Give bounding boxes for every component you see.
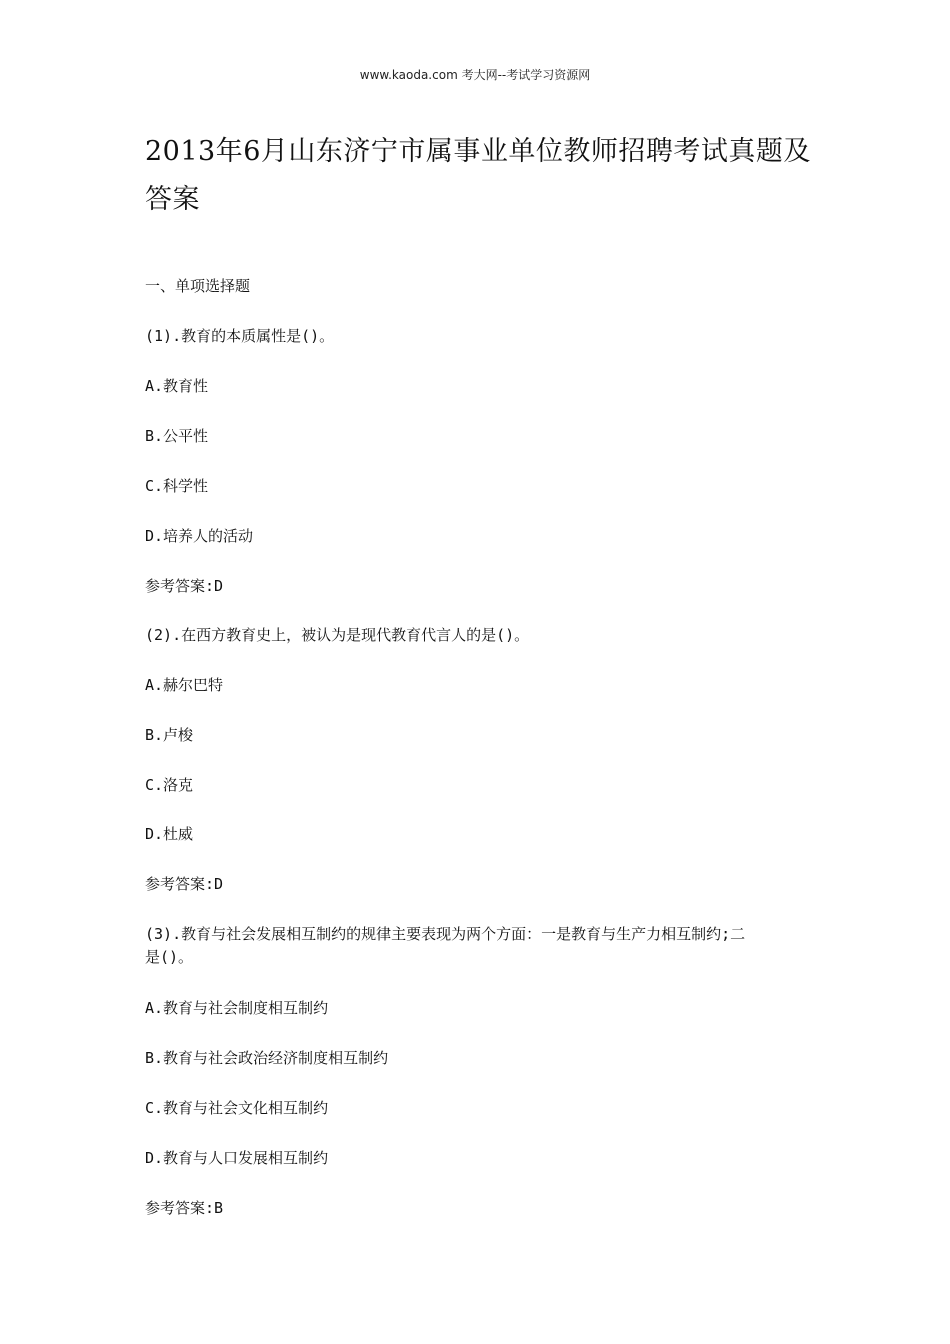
question-2-option-a: A.赫尔巴特 [145, 676, 224, 694]
question-3-answer: 参考答案:B [145, 1199, 224, 1217]
question-3-stem-line-2: 是()。 [145, 948, 194, 966]
question-3-option-d: D.教育与人口发展相互制约 [145, 1149, 329, 1167]
question-3-option-a: A.教育与社会制度相互制约 [145, 999, 329, 1017]
question-1-option-a: A.教育性 [145, 377, 209, 395]
question-2-option-d: D.杜威 [145, 825, 194, 843]
question-1-option-b: B.公平性 [145, 427, 209, 445]
document-title: 2013年6月山东济宁市属事业单位教师招聘考试真题及答案 [145, 136, 811, 215]
question-2-option-b: B.卢梭 [145, 726, 194, 744]
question-2-option-c: C.洛克 [145, 776, 194, 794]
question-3-option-c: C.教育与社会文化相互制约 [145, 1099, 329, 1117]
page-header: www.kaoda.com 考大网--考试学习资源网 [359, 68, 591, 82]
question-1-option-c: C.科学性 [145, 477, 209, 495]
question-1-stem: (1).教育的本质属性是()。 [145, 327, 335, 345]
question-3-stem-line-1: (3).教育与社会发展相互制约的规律主要表现为两个方面：一是教育与生产力相互制约;二 [145, 925, 746, 943]
section-heading: 一、单项选择题 [145, 277, 251, 295]
question-1-option-d: D.培养人的活动 [145, 527, 254, 545]
question-2-answer: 参考答案:D [145, 875, 224, 893]
question-2-stem: (2).在西方教育史上，被认为是现代教育代言人的是()。 [145, 626, 530, 644]
question-3-option-b: B.教育与社会政治经济制度相互制约 [145, 1049, 389, 1067]
question-1-answer: 参考答案:D [145, 577, 224, 595]
